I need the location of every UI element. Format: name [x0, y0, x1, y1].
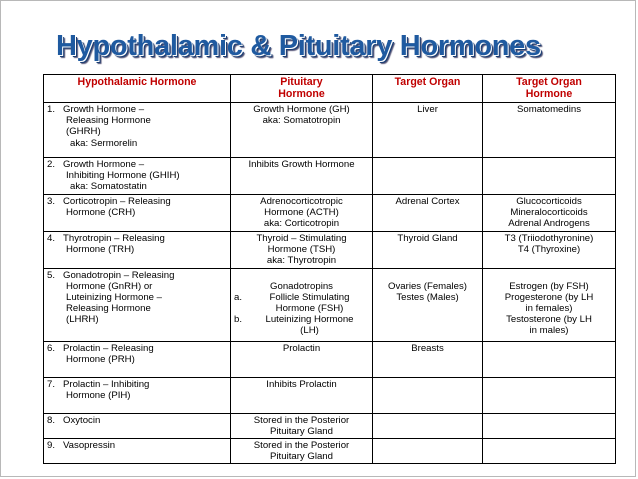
pituitary-heading — [234, 281, 369, 292]
table-row — [44, 341, 616, 377]
pituitary-line — [234, 451, 369, 462]
pituitary-text: Hormone (ACTH) — [264, 207, 339, 219]
target-organ-text: Testes (Males) — [396, 291, 459, 303]
pituitary-hormone-cell — [231, 439, 373, 464]
row-number: 3. — [47, 196, 56, 207]
hypothalamic-line — [47, 126, 227, 137]
target-organ-hormone-cell — [483, 231, 616, 268]
target-hormone-line — [486, 292, 612, 303]
pituitary-text: Inhibits Prolactin — [266, 378, 337, 390]
pituitary-text: Pituitary Gland — [270, 451, 333, 463]
table-row — [44, 377, 616, 413]
hypothalamic-text: Releasing Hormone — [66, 303, 151, 315]
target-organ-line — [376, 196, 479, 207]
table-row — [44, 195, 616, 232]
pituitary-hormone-cell — [231, 413, 373, 438]
pituitary-line — [234, 440, 369, 451]
hypothalamic-line — [47, 343, 227, 354]
header-pituitary-line: Pituitary — [280, 76, 323, 88]
aka-text: aka: Sermorelin — [70, 137, 138, 149]
target-organ-cell — [373, 413, 483, 438]
sub-text: (LH) — [300, 325, 319, 337]
hypothalamic-text: Prolactin – Inhibiting — [63, 378, 150, 390]
hypothalamic-line — [47, 314, 227, 325]
pituitary-sub-line — [234, 292, 369, 303]
hypothalamic-text: Growth Hormone – — [63, 159, 145, 170]
pituitary-text: Stored in the Posterior — [253, 440, 350, 452]
pituitary-hormone-cell — [231, 195, 373, 232]
target-organ-line — [376, 233, 479, 244]
hypothalamic-line — [47, 270, 227, 281]
hypothalamic-line — [47, 415, 227, 426]
pituitary-line — [234, 104, 369, 115]
header-target-organ-label: Target Organ — [394, 76, 461, 88]
row-number: 2. — [47, 159, 56, 170]
hypothalamic-line — [47, 244, 227, 255]
table-row — [44, 439, 616, 464]
pituitary-hormone-cell — [231, 103, 373, 158]
pituitary-text: Hormone (TSH) — [267, 243, 336, 255]
pituitary-line — [234, 255, 369, 266]
target-organ-cell — [373, 268, 483, 341]
pituitary-line — [234, 426, 369, 437]
hypothalamic-hormone-cell — [44, 231, 231, 268]
row-number: 4. — [47, 232, 56, 244]
spacer — [234, 270, 369, 281]
target-organ-hormone-cell — [483, 195, 616, 232]
pituitary-line — [234, 207, 369, 218]
hypothalamic-line — [47, 233, 227, 244]
hypothalamic-line — [47, 115, 227, 126]
pituitary-line — [234, 159, 369, 170]
sub-text: Luteinizing Hormone — [265, 314, 354, 326]
hypothalamic-hormone-cell — [44, 377, 231, 413]
hypothalamic-line — [47, 354, 227, 365]
target-hormone-line — [486, 314, 612, 325]
hypothalamic-hormone-cell — [44, 103, 231, 158]
hypothalamic-text: Thyrotropin – Releasing — [63, 232, 165, 244]
hypothalamic-text: Prolactin – Releasing — [63, 342, 154, 354]
target-hormone-text: Progesterone (by LH — [504, 291, 594, 303]
pituitary-text: Inhibits Growth Hormone — [248, 159, 355, 170]
target-hormone-text: T4 (Thyroxine) — [517, 243, 581, 255]
target-organ-line — [376, 281, 479, 292]
target-organ-line — [376, 343, 479, 354]
pituitary-hormone-cell — [231, 268, 373, 341]
hypothalamic-text: Inhibiting Hormone (GHIH) — [66, 170, 180, 182]
target-organ-text: Thyroid Gland — [397, 232, 458, 244]
hypothalamic-line — [47, 440, 227, 451]
hypothalamic-line — [47, 390, 227, 401]
hypothalamic-hormone-cell — [44, 439, 231, 464]
header-target-organ — [373, 75, 483, 103]
target-organ-cell — [373, 158, 483, 195]
target-organ-cell — [373, 341, 483, 377]
target-hormone-text: Glucocorticoids — [516, 196, 582, 207]
header-target-organ-hormone — [483, 75, 616, 103]
table-row — [44, 231, 616, 268]
table-body — [44, 103, 616, 464]
hypothalamic-line — [47, 159, 227, 170]
pituitary-line — [234, 415, 369, 426]
hypothalamic-hormone-cell — [44, 413, 231, 438]
target-organ-cell — [373, 377, 483, 413]
hypothalamic-text: Hormone (PRH) — [66, 353, 135, 365]
target-hormone-line — [486, 218, 612, 229]
hypothalamic-line — [47, 281, 227, 292]
hypothalamic-aka — [47, 181, 227, 192]
target-organ-text: Liver — [417, 104, 438, 115]
pituitary-text: Pituitary Gland — [270, 425, 333, 437]
target-hormone-line — [486, 196, 612, 207]
hypothalamic-text: Releasing Hormone — [66, 115, 151, 127]
header-pituitary-hormone — [231, 75, 373, 103]
hypothalamic-text: Hormone (PIH) — [66, 389, 131, 401]
header-hypothalamic-label: Hypothalamic Hormone — [77, 76, 197, 88]
hypothalamic-hormone-cell — [44, 341, 231, 377]
pituitary-text: Adrenocorticotropic — [260, 196, 343, 207]
target-hormone-text: in females) — [525, 303, 573, 315]
target-organ-hormone-cell — [483, 377, 616, 413]
target-organ-cell — [373, 103, 483, 158]
hypothalamic-text: Hormone (GnRH) or — [66, 280, 153, 292]
target-hormone-text: Mineralocorticoids — [510, 207, 588, 219]
target-organ-line — [376, 292, 479, 303]
hypothalamic-text: Vasopressin — [63, 440, 116, 452]
hypothalamic-hormone-cell — [44, 158, 231, 195]
hypothalamic-text: Luteinizing Hormone – — [66, 292, 162, 304]
row-number: 6. — [47, 342, 56, 354]
hypothalamic-hormone-cell — [44, 195, 231, 232]
hypothalamic-line — [47, 104, 227, 115]
target-organ-hormone-cell — [483, 268, 616, 341]
target-organ-line — [376, 104, 479, 115]
header-pituitary-line: Hormone — [278, 88, 325, 100]
target-hormone-text: Adrenal Androgens — [508, 218, 590, 230]
hypothalamic-line — [47, 292, 227, 303]
target-organ-text: Breasts — [411, 342, 444, 354]
hypothalamic-line — [47, 170, 227, 181]
target-hormone-text: in males) — [529, 325, 569, 337]
sub-label — [234, 303, 250, 314]
hypothalamic-text: Hormone (TRH) — [66, 243, 135, 255]
header-target-hormone-line: Target Organ — [516, 76, 582, 88]
target-organ-text: Adrenal Cortex — [395, 196, 460, 207]
pituitary-text: Stored in the Posterior — [253, 414, 350, 426]
row-number: 7. — [47, 378, 56, 390]
target-organ-hormone-cell — [483, 413, 616, 438]
hypothalamic-line — [47, 207, 227, 218]
header-target-hormone-line: Hormone — [525, 88, 573, 100]
target-organ-hormone-cell — [483, 341, 616, 377]
sub-label: a. — [234, 291, 243, 303]
hypothalamic-line — [47, 379, 227, 390]
pituitary-text: aka: Somatotropin — [262, 115, 341, 127]
target-hormone-line — [486, 303, 612, 314]
sub-label: b. — [234, 314, 243, 326]
header-row — [44, 75, 616, 103]
target-organ-text: Ovaries (Females) — [388, 280, 467, 292]
table-row — [44, 103, 616, 158]
pituitary-text: Thyroid – Stimulating — [256, 232, 347, 244]
pituitary-line — [234, 244, 369, 255]
pituitary-line — [234, 343, 369, 354]
hypothalamic-text: Gonadotropin – Releasing — [63, 269, 175, 281]
row-number: 9. — [47, 440, 56, 452]
pituitary-heading-text: Gonadotropins — [270, 280, 333, 292]
table-row — [44, 413, 616, 438]
target-hormone-line — [486, 104, 612, 115]
row-number: 1. — [47, 104, 56, 115]
hypothalamic-text: Corticotropin – Releasing — [63, 196, 171, 207]
sub-label — [234, 325, 250, 336]
hypothalamic-line — [47, 303, 227, 314]
pituitary-sub-line — [234, 314, 369, 325]
pituitary-line — [234, 218, 369, 229]
target-organ-hormone-cell — [483, 439, 616, 464]
target-hormone-line — [486, 281, 612, 292]
pituitary-text: Prolactin — [282, 342, 321, 354]
target-organ-cell — [373, 231, 483, 268]
pituitary-sub-line — [234, 325, 369, 336]
table-row — [44, 268, 616, 341]
target-hormone-text: Somatomedins — [517, 104, 581, 115]
hypothalamic-aka — [47, 138, 227, 149]
spacer — [376, 270, 479, 281]
sub-text: Hormone (FSH) — [275, 303, 344, 315]
header-hypothalamic-hormone — [44, 75, 231, 103]
pituitary-line — [234, 233, 369, 244]
pituitary-line — [234, 115, 369, 126]
spacer — [486, 270, 612, 281]
pituitary-line — [234, 196, 369, 207]
target-hormone-line — [486, 325, 612, 336]
pituitary-hormone-cell — [231, 231, 373, 268]
row-number: 8. — [47, 414, 56, 426]
pituitary-sub-line — [234, 303, 369, 314]
slide-title: Hypothalamic & Pituitary Hormones — [56, 30, 541, 62]
pituitary-hormone-cell — [231, 377, 373, 413]
hypothalamic-text: Oxytocin — [63, 414, 101, 426]
hypothalamic-text: (GHRH) — [66, 126, 101, 138]
target-organ-hormone-cell — [483, 103, 616, 158]
hormone-table — [43, 74, 616, 464]
target-organ-hormone-cell — [483, 158, 616, 195]
target-hormone-line — [486, 244, 612, 255]
pituitary-text: Growth Hormone (GH) — [253, 104, 350, 115]
pituitary-hormone-cell — [231, 158, 373, 195]
aka-text: aka: Somatostatin — [70, 181, 147, 193]
table-row — [44, 158, 616, 195]
hypothalamic-text: (LHRH) — [66, 314, 99, 326]
sub-text: Follicle Stimulating — [269, 291, 350, 303]
hypothalamic-hormone-cell — [44, 268, 231, 341]
row-number: 5. — [47, 269, 56, 281]
hypothalamic-text: Growth Hormone – — [63, 104, 145, 115]
target-organ-cell — [373, 195, 483, 232]
hypothalamic-text: Hormone (CRH) — [66, 207, 136, 219]
target-hormone-line — [486, 207, 612, 218]
hypothalamic-line — [47, 196, 227, 207]
target-hormone-text: Testosterone (by LH — [506, 314, 592, 326]
pituitary-text: aka: Corticotropin — [263, 218, 340, 230]
target-hormone-text: Estrogen (by FSH) — [509, 280, 589, 292]
target-hormone-line — [486, 233, 612, 244]
pituitary-text: aka: Thyrotropin — [266, 255, 337, 267]
target-organ-cell — [373, 439, 483, 464]
pituitary-line — [234, 379, 369, 390]
target-hormone-text: T3 (Triiodothyronine) — [504, 232, 594, 244]
pituitary-hormone-cell — [231, 341, 373, 377]
